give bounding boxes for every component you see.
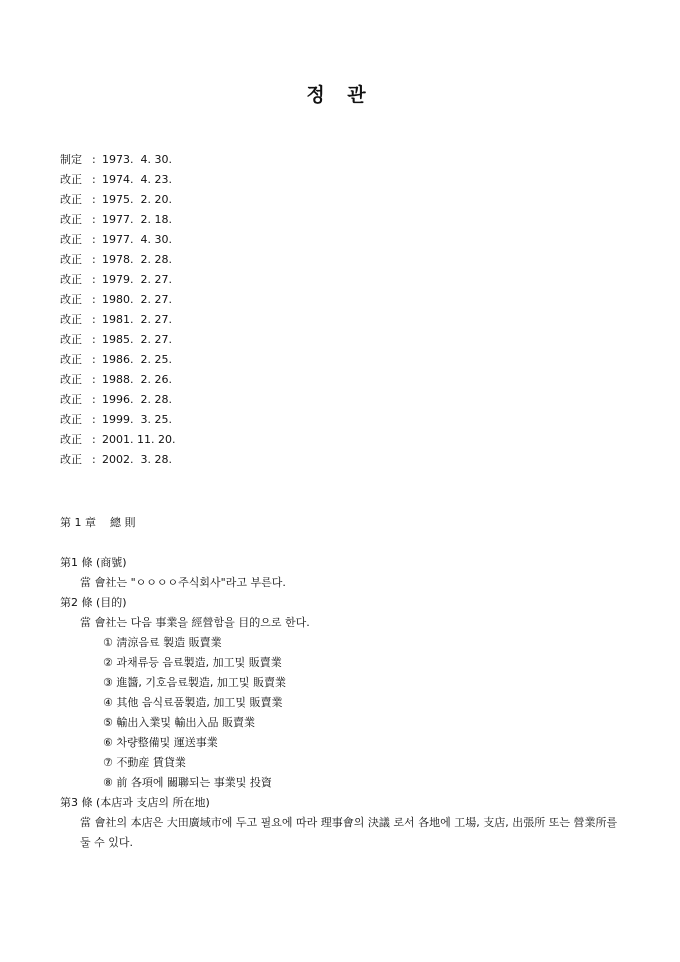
history-label: 制定 [60, 153, 82, 166]
article-2-item: ⑦ 不動産 賃貸業 [103, 756, 186, 769]
history-date: 1988. 2. 26. [102, 373, 172, 386]
article-2-item: ⑥ 차량整備및 運送事業 [103, 736, 218, 749]
document-title: 정 관 [306, 84, 374, 106]
history-date: 1975. 2. 20. [102, 193, 172, 206]
history-row: 改正 : 2001. 11. 20. [60, 430, 175, 450]
article-2-item: ③ 進醬, 기호음료製造, 加工및 販賣業 [103, 676, 286, 689]
article-1-body: 當 會社는 "ㅇㅇㅇㅇ주식회사"라고 부른다. [80, 576, 286, 589]
article-2-item: ① 淸涼음료 製造 販賣業 [103, 636, 222, 649]
history-row: 改正 : 1977. 2. 18. [60, 210, 175, 230]
history-label: 改正 [60, 273, 82, 286]
history-label: 改正 [60, 373, 82, 386]
history-label: 改正 [60, 353, 82, 366]
history-label: 改正 [60, 333, 82, 346]
article-1-heading: 第1 條 (商號) [60, 556, 127, 569]
article-2-item: ② 과채류등 음료製造, 加工및 販賣業 [103, 656, 282, 669]
history-row: 改正 : 1985. 2. 27. [60, 330, 175, 350]
history-date: 2002. 3. 28. [102, 453, 172, 466]
history-date: 1996. 2. 28. [102, 393, 172, 406]
history-date: 1979. 2. 27. [102, 273, 172, 286]
history-row: 改正 : 1988. 2. 26. [60, 370, 175, 390]
article-2-item: ⑤ 輸出入業및 輸出入品 販賣業 [103, 716, 255, 729]
article-2-body: 當 會社는 다음 事業을 經營함을 目的으로 한다. [80, 616, 310, 629]
history-row: 改正 : 1981. 2. 27. [60, 310, 175, 330]
history-row: 制定 : 1973. 4. 30. [60, 150, 175, 170]
article-3-body: 當 會社의 本店은 大田廣域市에 두고 필요에 따라 理事會의 決議 로서 各地에 工場, 支店, 出張所 또는 營業所를 둘 수 있다. [80, 816, 618, 849]
history-row: 改正 : 1986. 2. 25. [60, 350, 175, 370]
history-row: 改正 : 1980. 2. 27. [60, 290, 175, 310]
history-date: 1980. 2. 27. [102, 293, 172, 306]
history-label: 改正 [60, 433, 82, 446]
history-label: 改正 [60, 213, 82, 226]
history-date: 1985. 2. 27. [102, 333, 172, 346]
history-label: 改正 [60, 233, 82, 246]
history-label: 改正 [60, 253, 82, 266]
history-row: 改正 : 1975. 2. 20. [60, 190, 175, 210]
history-label: 改正 [60, 293, 82, 306]
history-row: 改正 : 1999. 3. 25. [60, 410, 175, 430]
history-label: 改正 [60, 393, 82, 406]
amendment-history [60, 150, 175, 470]
articles-section [60, 553, 630, 853]
history-row: 改正 : 1974. 4. 23. [60, 170, 175, 190]
history-date: 1999. 3. 25. [102, 413, 172, 426]
history-date: 2001. 11. 20. [102, 433, 176, 446]
history-row: 改正 : 1996. 2. 28. [60, 390, 175, 410]
chapter-heading: 第 1 章 總 則 [60, 516, 136, 529]
history-row: 改正 : 1979. 2. 27. [60, 270, 175, 290]
history-date: 1978. 2. 28. [102, 253, 172, 266]
history-date: 1986. 2. 25. [102, 353, 172, 366]
history-label: 改正 [60, 193, 82, 206]
history-label: 改正 [60, 413, 82, 426]
article-2-item: ⑧ 前 各項에 關聯되는 事業및 投資 [103, 776, 272, 789]
history-date: 1973. 4. 30. [102, 153, 172, 166]
history-label: 改正 [60, 313, 82, 326]
history-row: 改正 : 1978. 2. 28. [60, 250, 175, 270]
history-row: 改正 : 1977. 4. 30. [60, 230, 175, 250]
history-date: 1974. 4. 23. [102, 173, 172, 186]
history-label: 改正 [60, 453, 82, 466]
history-date: 1977. 4. 30. [102, 233, 172, 246]
article-3-heading: 第3 條 (本店과 支店의 所在地) [60, 796, 210, 809]
history-date: 1981. 2. 27. [102, 313, 172, 326]
history-row: 改正 : 2002. 3. 28. [60, 450, 175, 470]
history-label: 改正 [60, 173, 82, 186]
article-2-item: ④ 其他 음식료품製造, 加工및 販賣業 [103, 696, 283, 709]
article-2-heading: 第2 條 (目的) [60, 596, 127, 609]
history-date: 1977. 2. 18. [102, 213, 172, 226]
